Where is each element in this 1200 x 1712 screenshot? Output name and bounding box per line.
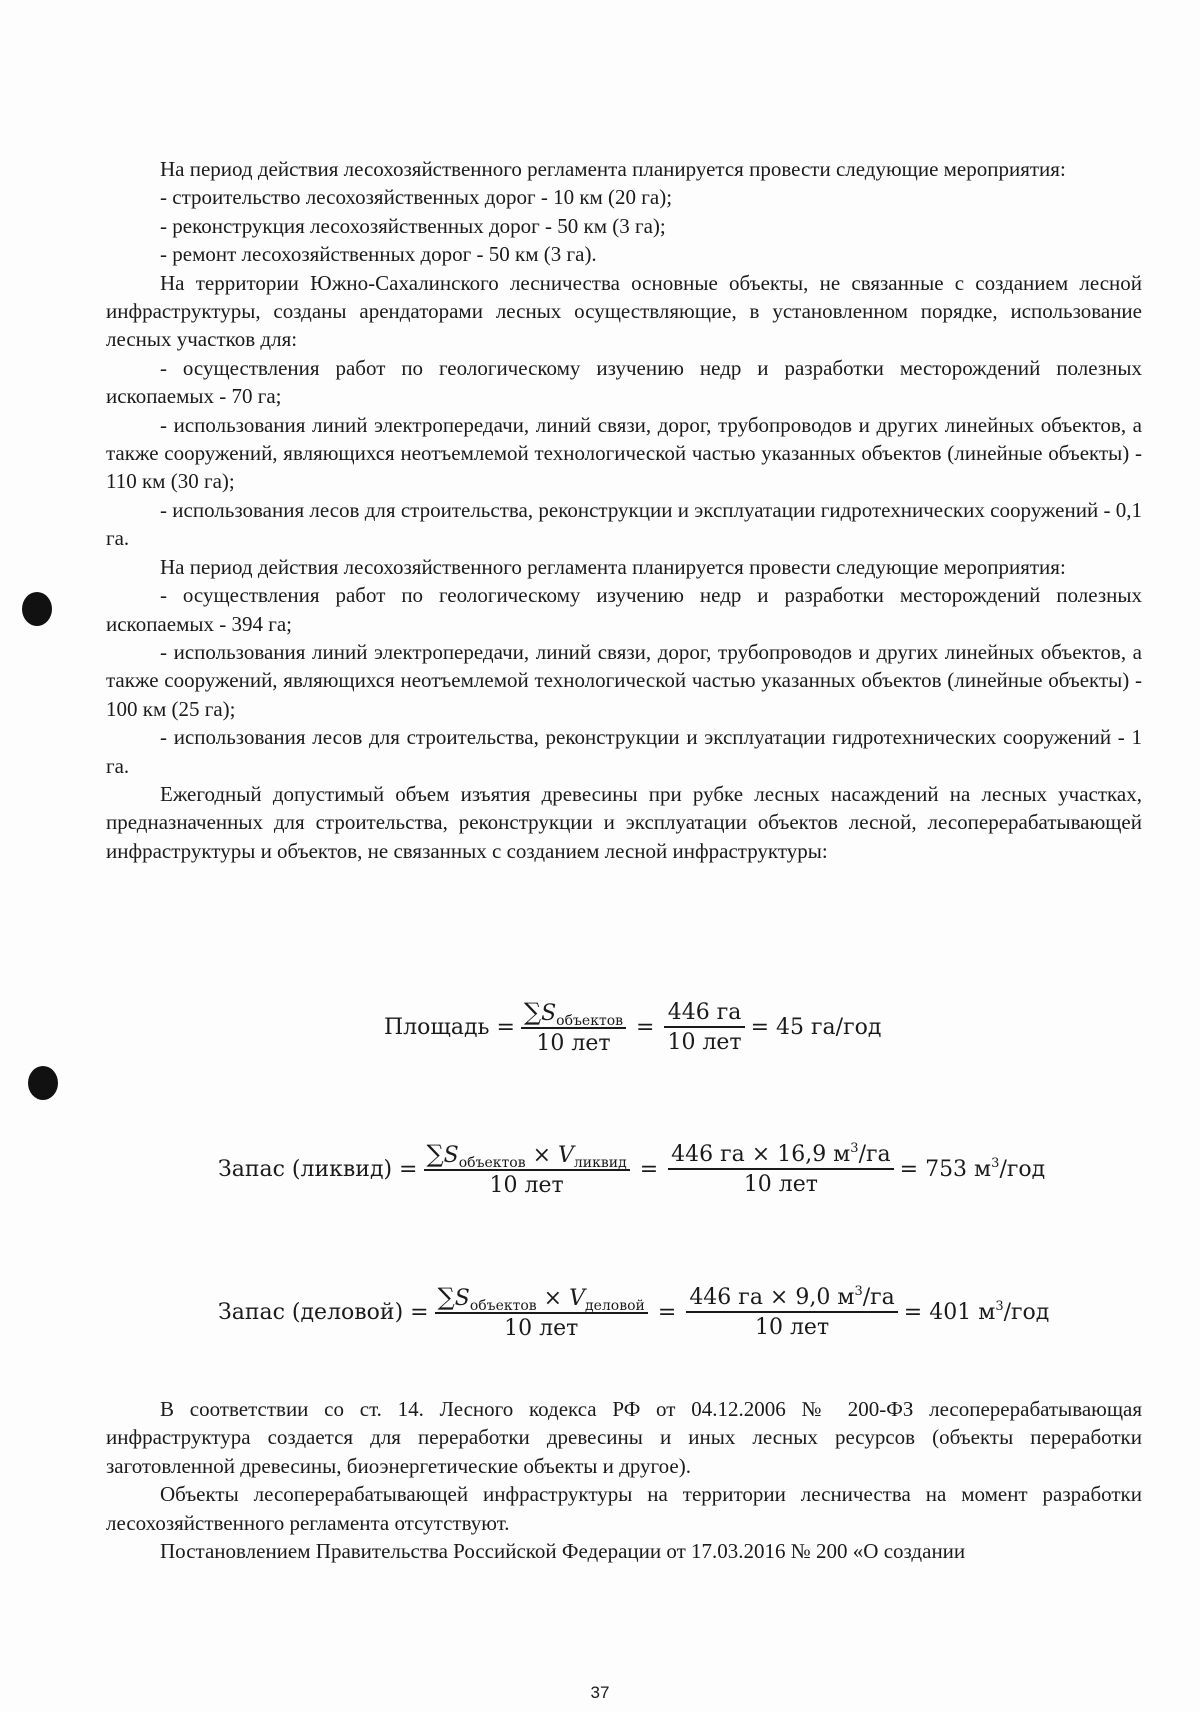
- v-subscript: ликвид: [573, 1155, 627, 1171]
- formula-business-result: [904, 1300, 1050, 1325]
- superscript: 3: [991, 1155, 1000, 1171]
- result-unit: /год: [999, 1156, 1046, 1182]
- formula-area-denominator-1: 10 лет: [521, 1027, 626, 1056]
- paragraph: Постановлением Правительства Российской Федерации от 17.03.2016 № 200 «О создании: [160, 1539, 966, 1564]
- formula-area-lhs: Площадь =: [384, 1014, 515, 1040]
- equals-sign: =: [657, 1299, 677, 1325]
- formula-business: [218, 1283, 1049, 1341]
- equals-sign: =: [636, 1014, 655, 1040]
- sum-symbol: ∑: [523, 998, 542, 1026]
- formula-liquid-numerator-2: [668, 1142, 893, 1168]
- paragraph: - использования линий электропередачи, линий связи, дорог, трубопроводов и других линейных объектов, а также сооружений, являющихся неотъемлемой технологической частью указанных объектов (линейные объекты) - 100 км (25 га);: [106, 639, 1142, 721]
- punch-hole-mark: [22, 592, 52, 626]
- text-block-top: [106, 155, 1142, 865]
- s-subscript: объектов: [469, 1298, 537, 1314]
- paragraph: - ремонт лесохозяйственных дорог - 50 км (3 га).: [160, 242, 597, 267]
- paragraph: - использования линий электропередачи, линий связи, дорог, трубопроводов и других линейных объектов, а также сооружений, являющихся неотъемлемой технологической частью указанных объектов (линейные объекты) - 110 км (30 га);: [106, 412, 1142, 494]
- formula-business-fraction-2: [686, 1285, 897, 1340]
- equals-sign: =: [639, 1156, 659, 1182]
- formula-liquid-denominator-2: 10 лет: [668, 1168, 893, 1197]
- formula-business-fraction-1: [435, 1283, 648, 1341]
- v-variable: V: [558, 1143, 574, 1168]
- formula-business-numerator-1: [435, 1283, 648, 1312]
- formula-liquid-lhs: Запас (ликвид) =: [218, 1156, 418, 1182]
- formula-area: [384, 998, 881, 1056]
- superscript: 3: [854, 1283, 863, 1299]
- paragraph: - осуществления работ по геологическому изучению недр и разработки месторождений полезных ископаемых - 394 га;: [106, 583, 1142, 636]
- formula-business-denominator-2: 10 лет: [686, 1311, 897, 1340]
- paragraph: - использования лесов для строительства, реконструкции и эксплуатации гидротехнических сооружений - 0,1 га.: [106, 497, 1142, 551]
- formula-liquid-denominator-1: 10 лет: [424, 1169, 630, 1198]
- superscript: 3: [995, 1298, 1004, 1314]
- numerator-text: 446 га × 16,9 м: [671, 1141, 851, 1167]
- formula-liquid-fraction-2: [668, 1142, 893, 1197]
- result-text: = 753 м: [899, 1156, 992, 1182]
- s-variable: S: [454, 1286, 470, 1311]
- formula-business-denominator-1: 10 лет: [435, 1312, 648, 1341]
- formula-business-numerator-2: [686, 1285, 897, 1311]
- formula-area-numerator-1: [521, 998, 626, 1027]
- paragraph: На период действия лесохозяйственного регламента планируется провести следующие мероприятия:: [160, 157, 1066, 181]
- paragraph: На территории Южно-Сахалинского лесничества основные объекты, не связанные с созданием лесной инфраструктуры, созданы арендаторами лесных осуществляющие, в установленном порядке, использование лесных участков для:: [106, 270, 1142, 352]
- s-subscript: объектов: [458, 1155, 526, 1171]
- formula-liquid: [218, 1140, 1045, 1198]
- page-number: 37: [590, 1683, 610, 1702]
- formula-liquid-fraction-1: [424, 1140, 630, 1198]
- times-sign: ×: [543, 1286, 563, 1311]
- formula-area-result: = 45 га/год: [750, 1014, 882, 1040]
- times-sign: ×: [532, 1143, 552, 1168]
- formula-business-lhs: Запас (деловой) =: [218, 1299, 429, 1325]
- text-block-bottom: [106, 1395, 1142, 1565]
- s-subscript: объектов: [556, 1013, 624, 1029]
- paragraph: В соответствии со ст. 14. Лесного кодекса РФ от 04.12.2006 № 200-ФЗ лесоперерабатывающая инфраструктура создается для переработки древесины и иных лесных ресурсов (объекты переработки заготовленной древесины, биоэнергетические объекты и другое).: [106, 1397, 1142, 1478]
- paragraph: Ежегодный допустимый объем изъятия древесины при рубке лесных насаждений на лесных участках, предназначенных для строительства, реконструкции и эксплуатации объектов лесной, лесоперерабатывающей инфраструктуры и объектов, не связанных с созданием лесной инфраструктуры:: [106, 781, 1142, 863]
- paragraph: - строительство лесохозяйственных дорог - 10 км (20 га);: [160, 185, 673, 210]
- result-text: = 401 м: [903, 1299, 996, 1325]
- result-unit: /год: [1003, 1299, 1050, 1325]
- formula-liquid-numerator-1: [424, 1140, 630, 1169]
- s-variable: S: [541, 1001, 557, 1026]
- s-variable: S: [443, 1143, 459, 1168]
- sum-symbol: ∑: [437, 1283, 455, 1311]
- superscript: 3: [850, 1140, 859, 1156]
- numerator-unit: /га: [858, 1141, 891, 1167]
- v-variable: V: [569, 1286, 585, 1311]
- formula-area-fraction-2: [664, 1000, 744, 1055]
- paragraph: - осуществления работ по геологическому изучению недр и разработки месторождений полезных ископаемых - 70 га;: [106, 355, 1142, 409]
- punch-hole-mark: [28, 1066, 58, 1100]
- paragraph: - реконструкция лесохозяйственных дорог - 50 км (3 га);: [160, 213, 666, 238]
- paragraph: На период действия лесохозяйственного регламента планируется провести следующие мероприятия:: [160, 554, 1066, 579]
- paragraph: - использования лесов для строительства, реконструкции и эксплуатации гидротехнических сооружений - 1 га.: [106, 725, 1142, 778]
- sum-symbol: ∑: [426, 1140, 444, 1168]
- numerator-unit: /га: [862, 1284, 895, 1310]
- formula-area-fraction-1: [521, 998, 626, 1056]
- v-subscript: деловой: [585, 1298, 645, 1314]
- formula-area-denominator-2: 10 лет: [664, 1026, 744, 1055]
- formula-area-numerator-2: 446 га: [667, 999, 742, 1025]
- numerator-text: 446 га × 9,0 м: [689, 1284, 855, 1310]
- formula-liquid-result: [900, 1157, 1046, 1182]
- paragraph: Объекты лесоперерабатывающей инфраструктуры на территории лесничества на момент разработки лесохозяйственного регламента отсутствуют.: [106, 1482, 1142, 1535]
